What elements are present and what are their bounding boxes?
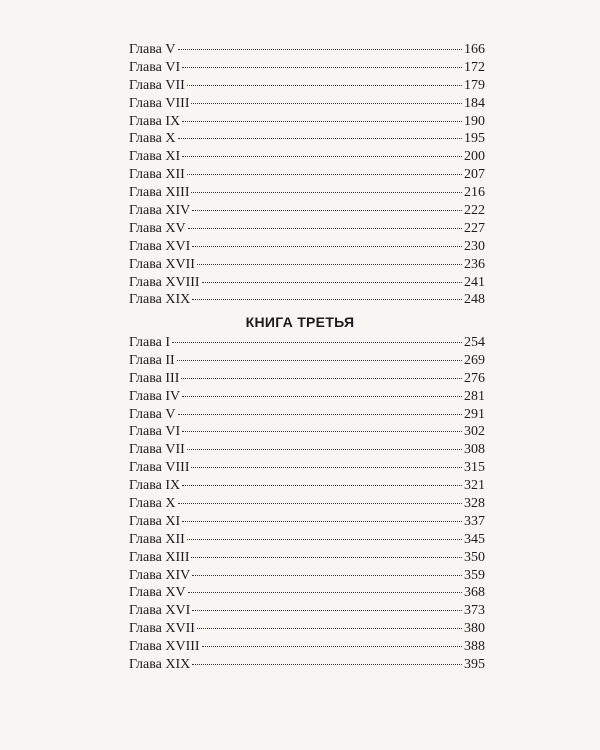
- dot-leader: [182, 431, 462, 432]
- chapter-label: Глава XIV: [129, 567, 191, 583]
- dot-leader: [191, 467, 462, 468]
- page-number: 207: [464, 167, 485, 183]
- dot-leader: [172, 342, 462, 343]
- chapter-label: Глава XVIII: [129, 639, 200, 655]
- toc-entry: [129, 423, 485, 441]
- toc-entry: [129, 441, 485, 459]
- chapter-label: Глава VII: [129, 442, 185, 458]
- dot-leader: [191, 192, 462, 193]
- chapter-label: Глава VIII: [129, 95, 190, 111]
- dot-leader: [178, 138, 463, 139]
- dot-leader: [192, 664, 462, 665]
- dot-leader: [202, 282, 462, 283]
- toc-entry: [129, 238, 485, 256]
- chapter-label: Глава VII: [129, 77, 185, 93]
- chapter-label: Глава XV: [129, 220, 186, 236]
- page-number: 276: [464, 370, 485, 386]
- toc-entry: [129, 549, 485, 567]
- page-number: 200: [464, 149, 485, 165]
- dot-leader: [177, 360, 462, 361]
- chapter-label: Глава X: [129, 131, 176, 147]
- toc-entry: [129, 334, 485, 352]
- dot-leader: [182, 485, 462, 486]
- chapter-label: Глава VI: [129, 424, 181, 440]
- page-number: 222: [464, 203, 485, 219]
- page-number: 350: [464, 549, 485, 565]
- chapter-label: Глава XIX: [129, 292, 191, 308]
- page-number: 172: [464, 59, 485, 75]
- toc-entry: [129, 406, 485, 424]
- dot-leader: [191, 103, 462, 104]
- dot-leader: [182, 521, 462, 522]
- page-number: 195: [464, 131, 485, 147]
- dot-leader: [187, 85, 462, 86]
- toc-entry: [129, 495, 485, 513]
- toc-list-book-two: [129, 41, 485, 309]
- dot-leader: [187, 174, 462, 175]
- chapter-label: Глава XVII: [129, 256, 195, 272]
- page-number: 248: [464, 292, 485, 308]
- toc-entry: [129, 513, 485, 531]
- dot-leader: [188, 592, 462, 593]
- chapter-label: Глава XVI: [129, 603, 191, 619]
- page-number: 230: [464, 238, 485, 254]
- page-number: 395: [464, 657, 485, 673]
- page-number: 190: [464, 113, 485, 129]
- page-number: 184: [464, 95, 485, 111]
- toc-entry: [129, 148, 485, 166]
- page-number: 337: [464, 513, 485, 529]
- page-number: 321: [464, 478, 485, 494]
- page-number: 315: [464, 460, 485, 476]
- page-number: 328: [464, 496, 485, 512]
- toc-entry: [129, 477, 485, 495]
- page-number: 241: [464, 274, 485, 290]
- chapter-label: Глава XVIII: [129, 274, 200, 290]
- chapter-label: Глава XIV: [129, 203, 191, 219]
- dot-leader: [197, 628, 462, 629]
- toc-entry: [129, 77, 485, 95]
- toc-entry: [129, 113, 485, 131]
- page-number: 281: [464, 388, 485, 404]
- dot-leader: [182, 67, 462, 68]
- chapter-label: Глава XI: [129, 149, 181, 165]
- toc-entry: [129, 388, 485, 406]
- chapter-label: Глава XI: [129, 513, 181, 529]
- toc-entry: [129, 656, 485, 674]
- dot-leader: [178, 49, 463, 50]
- dot-leader: [182, 396, 462, 397]
- toc-entry: [129, 567, 485, 585]
- dot-leader: [187, 539, 462, 540]
- chapter-label: Глава III: [129, 370, 180, 386]
- toc-entry: [129, 602, 485, 620]
- toc-entry: [129, 59, 485, 77]
- toc-entry: [129, 459, 485, 477]
- page-number: 388: [464, 639, 485, 655]
- dot-leader: [192, 610, 462, 611]
- chapter-label: Глава XIX: [129, 657, 191, 673]
- chapter-label: Глава IX: [129, 113, 181, 129]
- toc-entry: [129, 638, 485, 656]
- page-number: 359: [464, 567, 485, 583]
- page-number: 236: [464, 256, 485, 272]
- chapter-label: Глава XII: [129, 531, 185, 547]
- toc-list-book-three: [129, 334, 485, 674]
- chapter-label: Глава V: [129, 406, 176, 422]
- dot-leader: [192, 210, 462, 211]
- dot-leader: [182, 156, 462, 157]
- chapter-label: Глава XV: [129, 585, 186, 601]
- chapter-label: Глава VI: [129, 59, 181, 75]
- chapter-label: Глава IV: [129, 388, 181, 404]
- chapter-label: Глава VIII: [129, 460, 190, 476]
- page-number: 368: [464, 585, 485, 601]
- page-number: 227: [464, 220, 485, 236]
- chapter-label: Глава X: [129, 496, 176, 512]
- toc-entry: [129, 352, 485, 370]
- dot-leader: [197, 264, 462, 265]
- page-number: 373: [464, 603, 485, 619]
- toc-entry: [129, 41, 485, 59]
- dot-leader: [192, 299, 462, 300]
- toc-entry: [129, 130, 485, 148]
- toc-entry: [129, 184, 485, 202]
- toc-entry: [129, 202, 485, 220]
- chapter-label: Глава II: [129, 352, 175, 368]
- page-number: 291: [464, 406, 485, 422]
- chapter-label: Глава XIII: [129, 549, 190, 565]
- dot-leader: [181, 378, 462, 379]
- toc-entry: [129, 291, 485, 309]
- chapter-label: Глава IX: [129, 478, 181, 494]
- toc-entry: [129, 256, 485, 274]
- dot-leader: [192, 246, 462, 247]
- page-number: 179: [464, 77, 485, 93]
- page-number: 254: [464, 335, 485, 350]
- toc-entry: [129, 95, 485, 113]
- chapter-label: Глава V: [129, 42, 176, 57]
- page-number: 302: [464, 424, 485, 440]
- chapter-label: Глава XVI: [129, 238, 191, 254]
- toc-entry: [129, 166, 485, 184]
- page-number: 166: [464, 42, 485, 57]
- dot-leader: [192, 575, 462, 576]
- dot-leader: [187, 449, 462, 450]
- dot-leader: [191, 557, 462, 558]
- dot-leader: [178, 414, 463, 415]
- chapter-label: Глава XII: [129, 167, 185, 183]
- toc-entry: [129, 584, 485, 602]
- chapter-label: Глава XVII: [129, 621, 195, 637]
- toc-entry: [129, 274, 485, 292]
- page-number: 269: [464, 352, 485, 368]
- page-number: 216: [464, 185, 485, 201]
- toc-entry: [129, 531, 485, 549]
- page-number: 345: [464, 531, 485, 547]
- chapter-label: Глава I: [129, 335, 171, 350]
- toc-entry: [129, 220, 485, 238]
- toc-entry: [129, 620, 485, 638]
- toc-entry: [129, 370, 485, 388]
- page-number: 380: [464, 621, 485, 637]
- chapter-label: Глава XIII: [129, 185, 190, 201]
- page-number: 308: [464, 442, 485, 458]
- dot-leader: [178, 503, 463, 504]
- section-title-book-three: КНИГА ТРЕТЬЯ: [245, 314, 355, 330]
- dot-leader: [188, 228, 462, 229]
- dot-leader: [182, 121, 462, 122]
- dot-leader: [202, 646, 462, 647]
